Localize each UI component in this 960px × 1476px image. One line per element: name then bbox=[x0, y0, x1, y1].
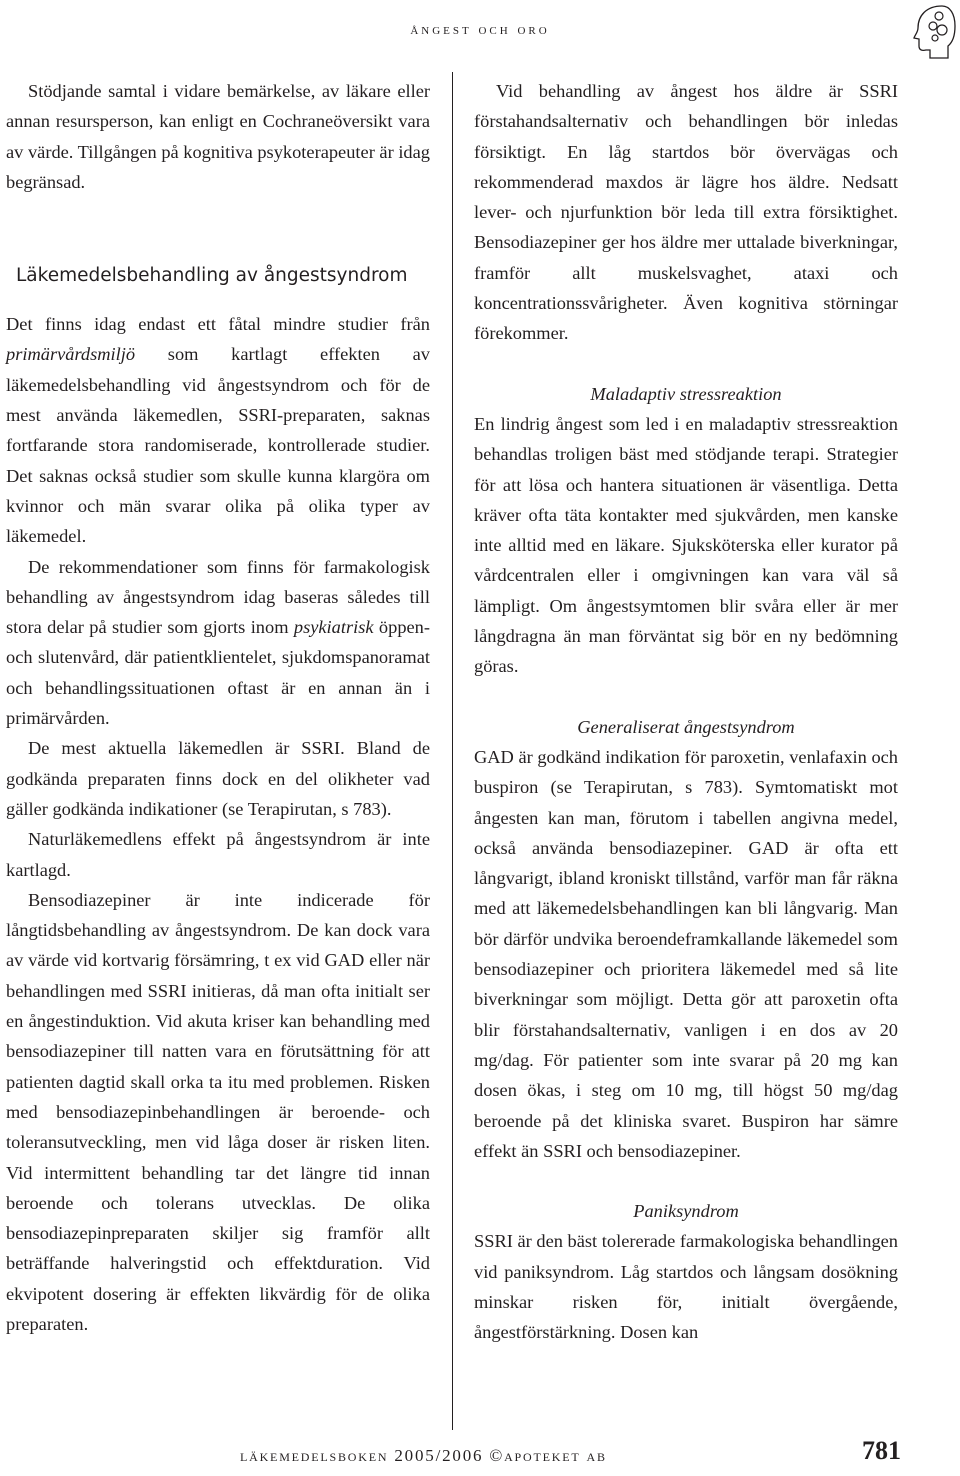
paragraph-elderly: Vid behandling av ångest hos äldre är SSRI förstahandsalternativ och behandlingen bör inledas försiktigt. En låg startdos bör övervägas och rekommenderad maxdos är lägre hos äldre. Nedsatt lever- och njurfunktion bör leda till extra försiktighet. Bensodiazepiner ger hos äldre mer uttalade biverkningar, framför allt muskelsvaghet, ataxi och koncentrationssvårigheter. Även kognitiva störningar förekommer. bbox=[474, 81, 898, 344]
paragraph-paniksyndrom: SSRI är den bäst tolererade farmakologiska behandlingen vid paniksyndrom. Låg startdos och långsam dosökning minskar risken för, initialt övergående, ångestförstärkning. Dosen kan bbox=[474, 1231, 898, 1343]
paragraph-maladaptiv: En lindrig ångest som led i en maladaptiv stressreaktion behandlas troligen bäst med stödjande terapi. Strategier för att lösa och hantera situationen är väsentliga. Detta kräver ofta täta kontakter med sjukvården, men kanske inte alltid med en läkare. Sjuksköterska eller kurator på vårdcentralen eller i omgivningen kan vara väl så lämpligt. Om ångestsymtomen blir svåra eller är mer långdragna än man förväntat sig bör en ny bedömning göras. bbox=[474, 413, 898, 677]
head-profile-icon bbox=[912, 2, 956, 60]
right-column bbox=[474, 76, 898, 1348]
paragraph-ssri: De mest aktuella läkemedlen är SSRI. Bland de godkända preparaten finns dock en del olikheter vad gäller godkända indikationer (se Terapirutan, s 783). bbox=[6, 738, 430, 819]
intro-paragraph: Stödjande samtal i vidare bemärkelse, av läkare eller annan resursperson, kan enligt en Cochraneöversikt vara av värde. Tillgången på kognitiva psykoterapeuter är idag begränsad. bbox=[6, 81, 430, 192]
subheading-maladaptiv: Maladaptiv stressreaktion bbox=[590, 383, 782, 404]
section-heading-lakemedelsbehandling: Läkemedelsbehandling av ångestsyndrom bbox=[16, 265, 408, 287]
subheading-paniksyndrom: Paniksyndrom bbox=[633, 1201, 739, 1222]
paragraph-gad: GAD är godkänd indikation för paroxetin, venlafaxin och buspiron (se Terapirutan, s 783). Symtomatiskt mot ångesten kan man, förutom i tabellen angivna medel, också använda bensodiazepiner. GAD är ofta ett långvarigt, ibland kroniskt tillstånd, varför man får räkna med att läkemedelsbehandlingen kan bli långvarig. Man bör därför undvika beroendeframkallande läkemedel som bensodiazepiner och prioritera läkemedel med så lite biverkningar som möjligt. Detta gör att paroxetin ofta blir förstahandsalternativ, vanligen i en dos av 20 mg/dag. För patienter som inte svarar på 20 mg kan dosen ökas, i steg om 10 mg, till högst 50 mg/dag beroende på det kliniska svaret. Buspiron har sämre effekt än SSRI och bensodiazepiner. bbox=[474, 746, 898, 1161]
paragraph-benzodiazepines: Bensodiazepiner är inte indicerade för långtidsbehandling av ångestsyndrom. De kan dock vara av värde vid kortvarig försämring, t ex vid GAD eller när behandlingen med SSRI initieras, då man ofta initialt ser en ångestinduktion. Vid akuta kriser kan behandling med bensodiazepiner till natten vara en förutsättning för att patienten dagtid skall orka ta itu med problemen. Risken med bensodiazepinbehandlingen är beroende- och toleransutveckling, men vid låga doser är risken liten. Vid intermittent behandling tar det längre tid innan beroende och tolerans utvecklas. De olika bensodiazepinpreparaten skiljer sig framför allt beträffande halveringstid och effektduration. Vid ekvipotent dosering är effekten likvärdig för de olika preparaten. bbox=[6, 889, 430, 1334]
footer-book-title: läkemedelsboken 2005/2006 ©apoteket ab bbox=[240, 1446, 607, 1465]
paragraph-natural-remedies: Naturläkemedlens effekt på ångestsyndrom är inte kartlagd. bbox=[6, 829, 430, 880]
column-divider bbox=[452, 72, 453, 1430]
left-column bbox=[6, 76, 430, 1339]
paragraph-recommendations-emphasis: psykiatrisk bbox=[293, 617, 374, 638]
paragraph-recommendations-text-a: De rekommendationer som finns för farmakologisk behandling av ångestsyndrom idag baseras således till stora delar på studier som gjorts inom bbox=[6, 556, 430, 638]
paragraph-studies-emphasis: primärvårdsmiljö bbox=[6, 344, 136, 365]
paragraph-recommendations bbox=[6, 552, 430, 734]
subheading-gad: Generaliserat ångestsyndrom bbox=[577, 716, 795, 737]
paragraph-studies-text-a: Det finns idag endast ett fåtal mindre studier från bbox=[6, 314, 430, 335]
paragraph-studies-text-b: som kartlagt effekten av läkemedelsbehandling vid ångestsyndrom och för de mest använda läkemedlen, SSRI-preparaten, saknas fortfarande stora randomiserade, kontrollerade studier. Det saknas också studier som skulle kunna klargöra om kvinnor och män svarar olika på olika typer av läkemedel. bbox=[6, 344, 430, 547]
page-number: 781 bbox=[862, 1436, 901, 1465]
running-head: ångest och oro bbox=[410, 22, 550, 38]
paragraph-studies bbox=[6, 309, 430, 551]
paragraph-recommendations-text-b: öppen- och slutenvård, där patientklientelet, sjukdomspanoramat och behandlingssituationen oftast är en annan än i primärvården. bbox=[6, 617, 431, 729]
